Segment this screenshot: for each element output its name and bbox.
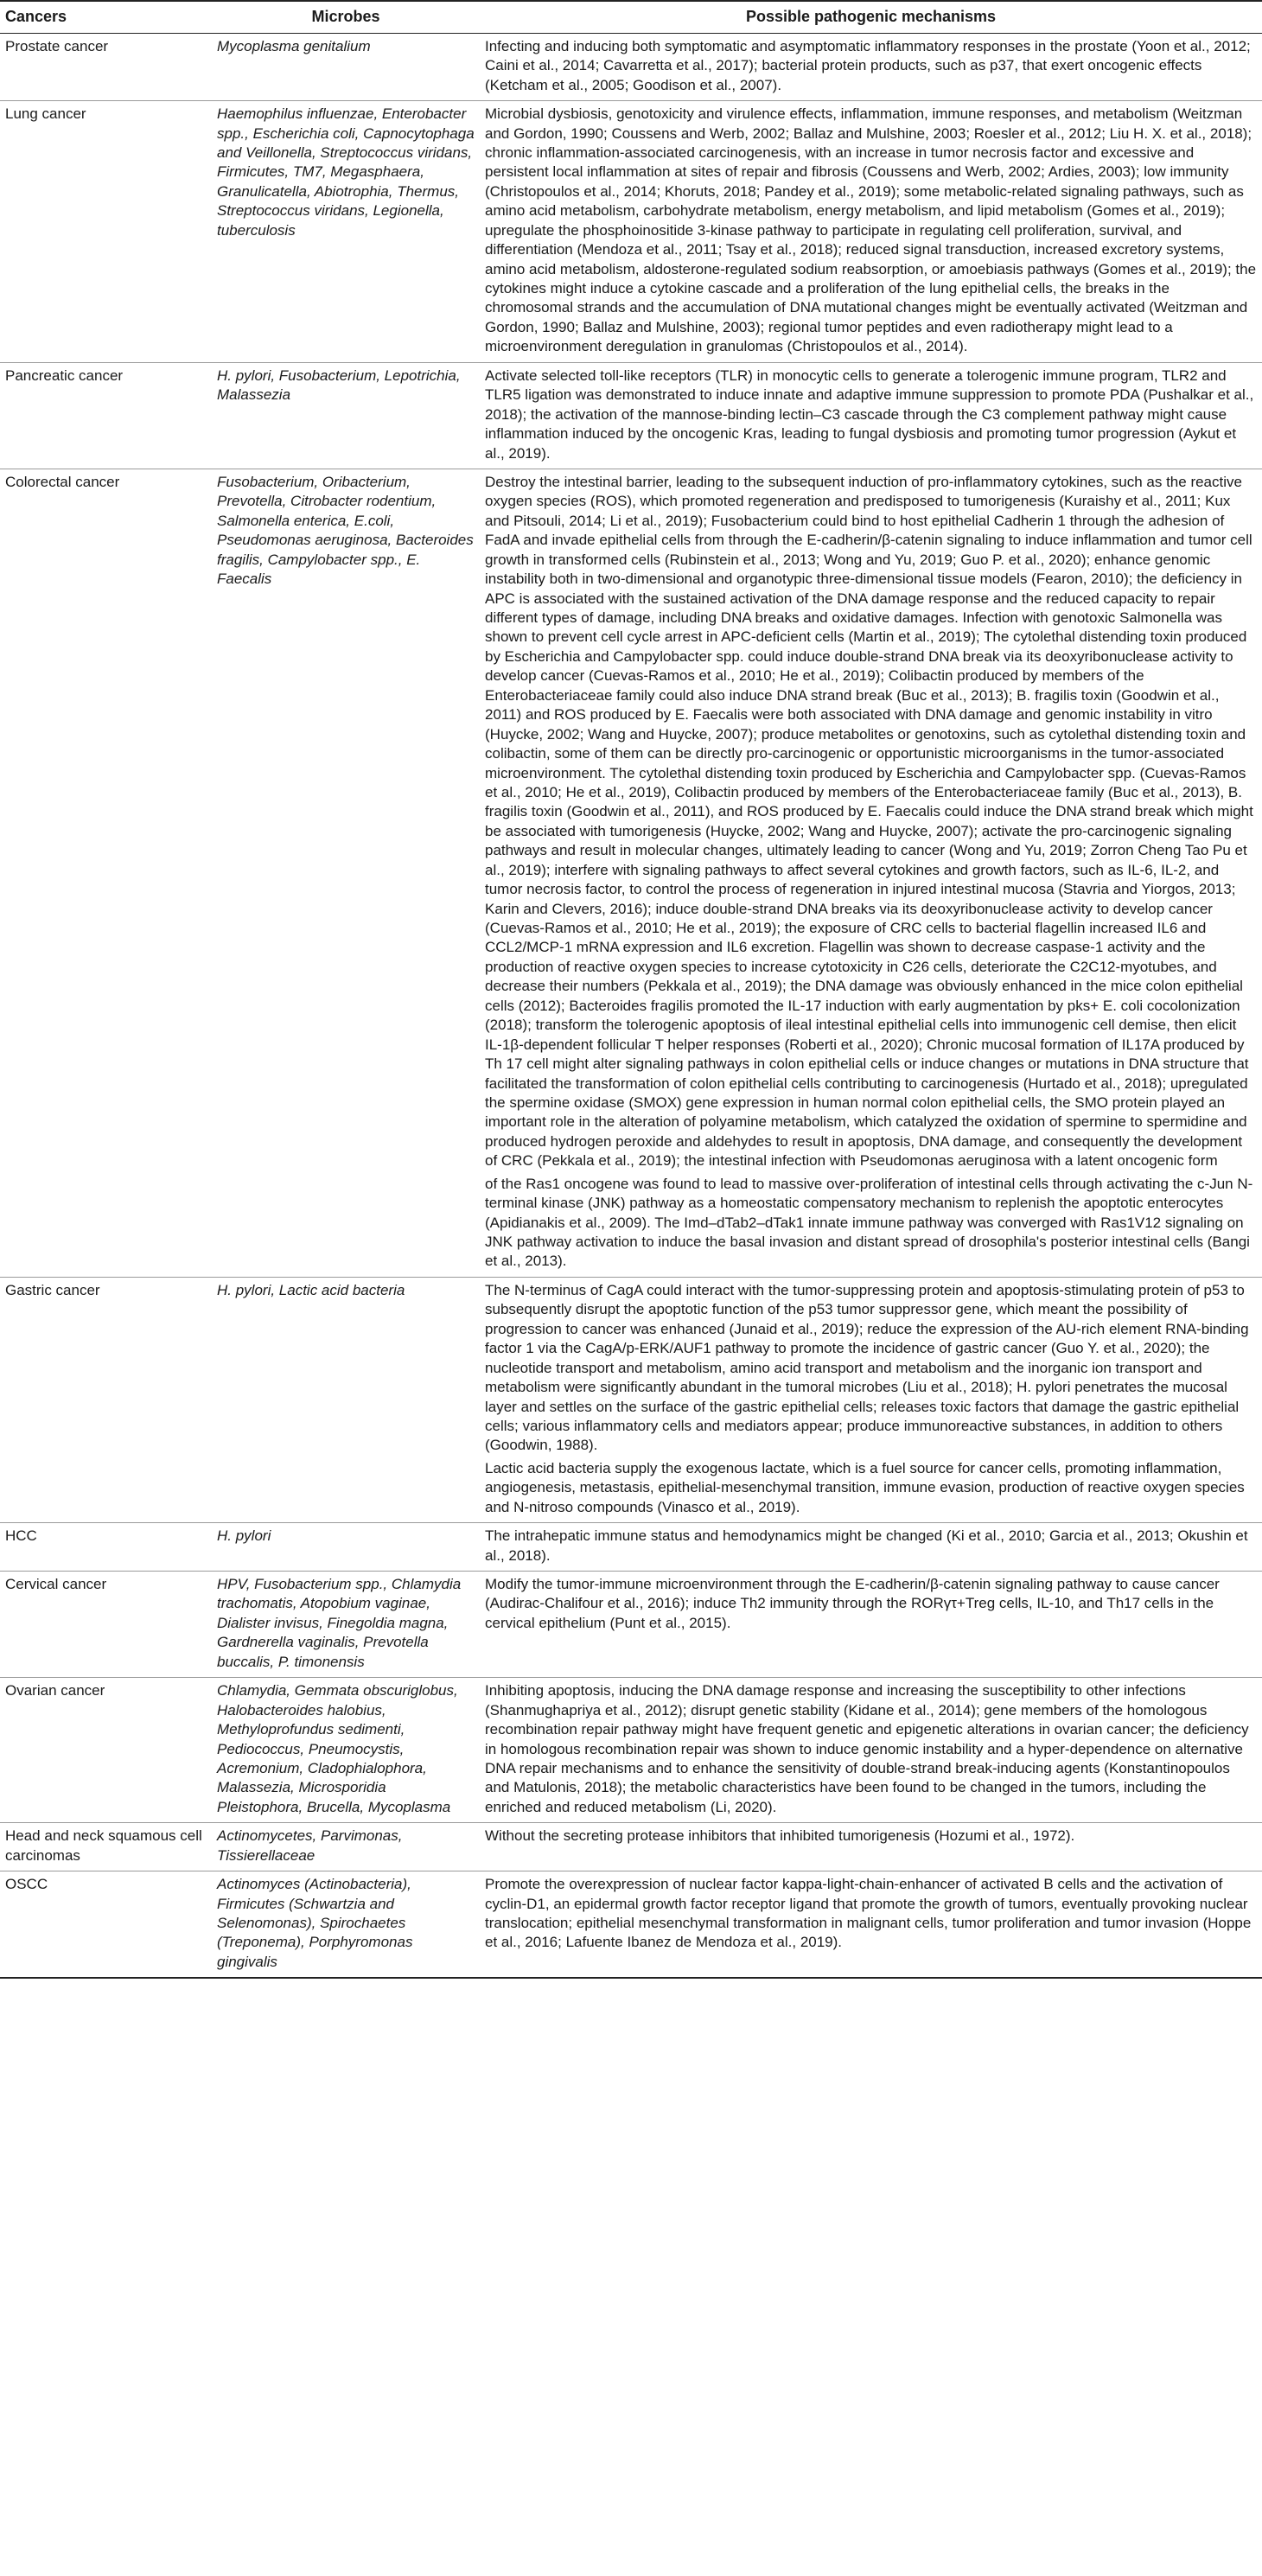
mechanism-text: Activate selected toll-like receptors (TLR) in monocytic cells to generate a tolerogenic immune program, TLR2 and TLR5 ligation was demonstrated to induce innate and adaptive immune suppression to promote PDA (Pushalkar et al., 2018); the activation of the mannose-binding lectin–C3 cascade through the C3 complement pathway might cause inflammation induced by the oncogenic Kras, leading to fungal dysbiosis and promoting tumor progression (Aykut et al., 2019).	[485, 367, 1254, 462]
mechanisms-cell	[480, 1277, 1262, 1522]
mechanisms-cell	[480, 362, 1262, 469]
cancer-cell: Pancreatic cancer	[0, 362, 212, 469]
header-mechanisms: Possible pathogenic mechanisms	[480, 1, 1262, 33]
header-microbes: Microbes	[212, 1, 480, 33]
mechanism-text: Infecting and inducing both symptomatic and asymptomatic inflammatory responses in the prostate (Yoon et al., 2012; Caini et al., 2014; Cavarretta et al., 2017); bacterial protein products, such as p37, that exert oncogenic effects (Ketcham et al., 2005; Goodison et al., 2007).	[485, 37, 1251, 93]
mechanism-text: Modify the tumor-immune microenvironment through the E-cadherin/β-catenin signaling pathway to cause cancer (Audirac-Chalifour et al., 2016); induce Th2 immunity through the RORγτ+Treg cells, IL-10, and Th17 cells in the cervical epithelium (Punt et al., 2015).	[485, 1576, 1220, 1631]
microbes-cell: Actinomycetes, Parvimonas, Tissierellaceae	[212, 1823, 480, 1871]
table-row	[0, 469, 1262, 1277]
cancer-cell: Cervical cancer	[0, 1572, 212, 1678]
mechanism-text-continued: of the Ras1 oncogene was found to lead to massive over-proliferation of intestinal cells through activating the c-Jun N-terminal kinase (JNK) pathway as a homeostatic compensatory mechanism to replenish the apoptotic enterocytes (Apidianakis et al., 2009). The Imd–dTab2–dTak1 innate immune pathway was converged with Ras1V12 signaling on JNK pathway activation to induce the basal invasion and distant spread of drosophila's posterior intestinal cells (Bangi et al., 2013).	[485, 1175, 1253, 1270]
cancer-cell: Colorectal cancer	[0, 469, 212, 1277]
table-row	[0, 1523, 1262, 1572]
microbes-cell: Fusobacterium, Oribacterium, Prevotella, Citrobacter rodentium, Salmonella enterica, E.coli, Pseudomonas aeruginosa, Bacteroides fragilis, Campylobacter spp., E. Faecalis	[212, 469, 480, 1277]
mechanisms-cell	[480, 1678, 1262, 1823]
table-header	[0, 1, 1262, 33]
cancer-cell: Gastric cancer	[0, 1277, 212, 1522]
table-row	[0, 1277, 1262, 1522]
microbes-cell: Haemophilus influenzae, Enterobacter spp., Escherichia coli, Capnocytophaga and Veillonella, Streptococcus viridans, Firmicutes, TM7, Megasphaera, Granulicatella, Abiotrophia, Thermus, Streptococcus viridans, Legionella, tuberculosis	[212, 101, 480, 363]
microbes-cell: H. pylori	[212, 1523, 480, 1572]
table-row	[0, 1678, 1262, 1823]
table-row	[0, 33, 1262, 100]
mechanisms-cell	[480, 101, 1262, 363]
cancer-cell: OSCC	[0, 1871, 212, 1979]
microbes-cell: Mycoplasma genitalium	[212, 33, 480, 100]
mechanisms-cell	[480, 1871, 1262, 1979]
mechanism-text: The intrahepatic immune status and hemodynamics might be changed (Ki et al., 2010; Garcia et al., 2013; Okushin et al., 2018).	[485, 1527, 1248, 1564]
table-row	[0, 1572, 1262, 1678]
mechanism-text: Without the secreting protease inhibitors that inhibited tumorigenesis (Hozumi et al., 1972).	[485, 1827, 1075, 1845]
table-row	[0, 101, 1262, 363]
cancer-cell: Ovarian cancer	[0, 1678, 212, 1823]
mechanism-text: Promote the overexpression of nuclear factor kappa-light-chain-enhancer of activated B cells and the activation of cyclin-D1, an epidermal growth factor receptor ligand that promote the growth of tumors, eventually provoking nuclear translocation; epithelial mesenchymal transformation in malignant cells, tumor proliferation and tumor invasion (Hoppe et al., 2016; Lafuente Ibanez de Mendoza et al., 2019).	[485, 1876, 1252, 1951]
mechanisms-cell	[480, 1823, 1262, 1871]
cancer-cell: HCC	[0, 1523, 212, 1572]
mechanisms-cell	[480, 33, 1262, 100]
microbes-cell: HPV, Fusobacterium spp., Chlamydia trachomatis, Atopobium vaginae, Dialister invisus, Finegoldia magna, Gardnerella vaginalis, Prevotella buccalis, P. timonensis	[212, 1572, 480, 1678]
mechanisms-cell	[480, 1572, 1262, 1678]
mechanism-text: Destroy the intestinal barrier, leading to the subsequent induction of pro-inflammatory cytokines, such as the reactive oxygen species (ROS), which promoted regeneration and predisposed to tumorigenesis (Kuraishy et al., 2011; Kux and Pitsouli, 2014; Li et al., 2019); Fusobacterium could bind to host epithelial Cadherin 1 through the adhesion of FadA and invade epithelial cells from through the E-cadherin/β-catenin signaling to induce inflammation and tumor cell growth in transformed cells (Rubinstein et al., 2013; Wong and Yu, 2019; Guo P. et al., 2020); enhance genomic instability both in two-dimensional and organotypic three-dimensional tissue models (Fearon, 2010); the deficiency in APC is associated with the sustained activation of the DNA damage response and the reduced capacity to repair different types of damage, including DNA breaks and oxidative damages. Infection with genotoxic Salmonella was shown to prevent cell cycle arrest in APC-deficient cells (Martin et al., 2019); The cytolethal distending toxin produced by Escherichia and Campylobacter spp. could induce double-strand DNA break via its deoxyribonuclease activity to develop cancer (Cuevas-Ramos et al., 2010; He et al., 2019); Colibactin produced by members of the Enterobacteriaceae family could also induce DNA strand break (Buc et al., 2013); B. fragilis toxin (Goodwin et al., 2011) and ROS produced by E. Faecalis were both associated with DNA damage and genomic instability in vitro (Huycke, 2002; Wang and Huycke, 2007); produce metabolites or genotoxins, such as cytolethal distending toxin and colibactin, some of them can be directly pro-carcinogenic or opportunistic microorganisms in the tumor-associated microenvironment. The cytolethal distending toxin produced by Escherichia and Campylobacter spp. (Cuevas-Ramos et al., 2010; He et al., 2019), Colibactin produced by members of the Enterobacteriaceae family (Buc et al., 2013), B. fragilis toxin (Goodwin et al., 2011), and ROS produced by E. Faecalis could induce the DNA strand break which might be associated with tumorigenesis (Huycke, 2002; Wang and Huycke, 2007); activate the pro-carcinogenic signaling pathways and result in molecular changes, ultimately leading to cancer (Wong and Yu, 2019; Zorron Cheng Tao Pu et al., 2019); interfere with signaling pathways to affect several cytokines and growth factors, such as IL-6, IL-2, and tumor necrosis factor, to control the process of regeneration in injured intestinal mucosa (Stavria and Yiorgos, 2013; Karin and Clevers, 2016); induce double-strand DNA breaks via its deoxyribonuclease activity to develop cancer (Cuevas-Ramos et al., 2010; He et al., 2019); the exposure of CRC cells to bacterial flagellin increased IL6 and CCL2/MCP-1 mRNA expression and IL6 excretion. Flagellin was shown to decrease caspase-1 activity and the production of reactive oxygen species to increase cytotoxicity in C26 cells, deteriorate the C2C12-myotubes, and decrease their numbers (Pekkala et al., 2019); the DNA damage was obviously enhanced in the mice colon epithelial cells (2012); Bacteroides fragilis promoted the IL-17 induction with early augmentation by pks+ E. coli cocolonization (2018); transform the tolerogenic apoptosis of ileal intestinal epithelial cells into immunogenic cell demise, then elicit IL-1β-dependent follicular T helper responses (Roberti et al., 2020); Chronic mucosal formation of IL17A produced by Th 17 cell might alter signaling pathways in colon epithelial cells or induce changes or mutations in DNA structure that facilitated the transformation of colon epithelial cells contributing to carcinogenesis (Hurtado et al., 2018); upregulated the spermine oxidase (SMOX) gene expression in human normal colon epithelial cells, the SMO protein played an important role in the alteration of polyamine metabolism, which catalyzed the oxidation of spermine to spermidine and produced hydrogen peroxide and aldehydes to result in apoptosis, DNA damage, and consequently the development of CRC (Pekkala et al., 2019); the intestinal infection with Pseudomonas aeruginosa with a latent oncogenic form	[485, 473, 1253, 1170]
mechanism-text: Microbial dysbiosis, genotoxicity and virulence effects, inflammation, immune responses, and metabolism (Weitzman and Gordon, 1990; Coussens and Werb, 2002; Ballaz and Mulshine, 2003; Roesler et al., 2012; Liu H. X. et al., 2018); chronic inflammation-associated carcinogenesis, with an increase in tumor necrosis factor and excessive and persistent local inflammation at sites of repair and fibrosis (Coussens and Werb, 2002; Ardies, 2003); low immunity (Christopoulos et al., 2014; Khoruts, 2018; Pandey et al., 2019); some metabolic-related signaling pathways, such as amino acid metabolism, carbohydrate metabolism, energy metabolism, and lipid metabolism (Gomes et al., 2019); upregulate the phosphoinositide 3-kinase pathway to participate in regulating cell proliferation, survival, and differentiation (Mendoza et al., 2011; Tsay et al., 2018); reduced signal transduction, increased excretory systems, amino acid metabolism, aldosterone-regulated sodium reabsorption, or amoebiasis pathways (Gomes et al., 2019); the cytokines might induce a cytokine cascade and a proliferation of the lung epithelial cells, the breaks in the chromosomal strands and the accumulation of DNA mutational changes might be eventually activated (Weitzman and Gordon, 1990; Ballaz and Mulshine, 2003); regional tumor peptides and even radiotherapy might lead to a microenvironment deregulation in granulomas (Christopoulos et al., 2014).	[485, 105, 1257, 355]
mechanism-text: The N-terminus of CagA could interact with the tumor-suppressing protein and apoptosis-stimulating protein of p53 to subsequently disrupt the apoptotic function of the p53 tumor suppressor gene, which meant the possibility of progression to cancer was enhanced (Junaid et al., 2019); reduce the expression of the AU-rich element RNA-binding factor 1 via the CagA/p-ERK/AUF1 pathway to promote the incidence of gastric cancer (Guo Y. et al., 2020); the nucleotide transport and metabolism, amino acid transport and metabolism and the inorganic ion transport and metabolism were significantly abundant in the tumoral microbes (Liu et al., 2018); H. pylori penetrates the mucosal layer and settles on the surface of the gastric epithelial cells; releases toxic factors that damage the gastric epithelial cells; various inflammatory cells and mediators appear; produce immunoreactive substances, in addition to others (Goodwin, 1988).	[485, 1281, 1249, 1454]
cancer-cell: Prostate cancer	[0, 33, 212, 100]
microbes-cell: Actinomyces (Actinobacteria), Firmicutes (Schwartzia and Selenomonas), Spirochaetes (Treponema), Porphyromonas gingivalis	[212, 1871, 480, 1979]
cancer-cell: Head and neck squamous cell carcinomas	[0, 1823, 212, 1871]
table-row	[0, 362, 1262, 469]
microbes-cell: H. pylori, Fusobacterium, Lepotrichia, Malassezia	[212, 362, 480, 469]
microbes-cell: H. pylori, Lactic acid bacteria	[212, 1277, 480, 1522]
table-row	[0, 1871, 1262, 1979]
microbes-cell: Chlamydia, Gemmata obscuriglobus, Halobacteroides halobius, Methyloprofundus sedimenti, Pediococcus, Pneumocystis, Acremonium, Cladophialophora, Malassezia, Microsporidia Pleistophora, Brucella, Mycoplasma	[212, 1678, 480, 1823]
mechanism-text: Inhibiting apoptosis, inducing the DNA damage response and increasing the susceptibility to other infections (Shanmughapriya et al., 2012); disrupt genetic stability (Kidane et al., 2014); gene members of the homologous recombination repair pathway might have frequent genetic and epigenetic alterations in ovarian cancer; the deficiency in homologous recombination repair was shown to induce genomic instability and a hyper-dependence on alternative DNA repair mechanisms and to enhance the sensitivity of double-strand break-inducing agents (Konstantinopoulos and Matulonis, 2018); the metabolic characteristics have been found to be changed in the tumors, including the enriched and reduced metabolism (Li, 2020).	[485, 1682, 1249, 1815]
table-row	[0, 1823, 1262, 1871]
header-cancers: Cancers	[0, 1, 212, 33]
header-row	[0, 1, 1262, 33]
mechanisms-cell	[480, 469, 1262, 1277]
cancer-cell: Lung cancer	[0, 101, 212, 363]
mechanisms-cell	[480, 1523, 1262, 1572]
table-body	[0, 33, 1262, 1978]
mechanism-text-continued: Lactic acid bacteria supply the exogenous lactate, which is a fuel source for cancer cells, promoting inflammation, angiogenesis, metastasis, epithelial-mesenchymal transition, immune evasion, production of reactive oxygen species and N-nitroso compounds (Vinasco et al., 2019).	[485, 1459, 1245, 1515]
